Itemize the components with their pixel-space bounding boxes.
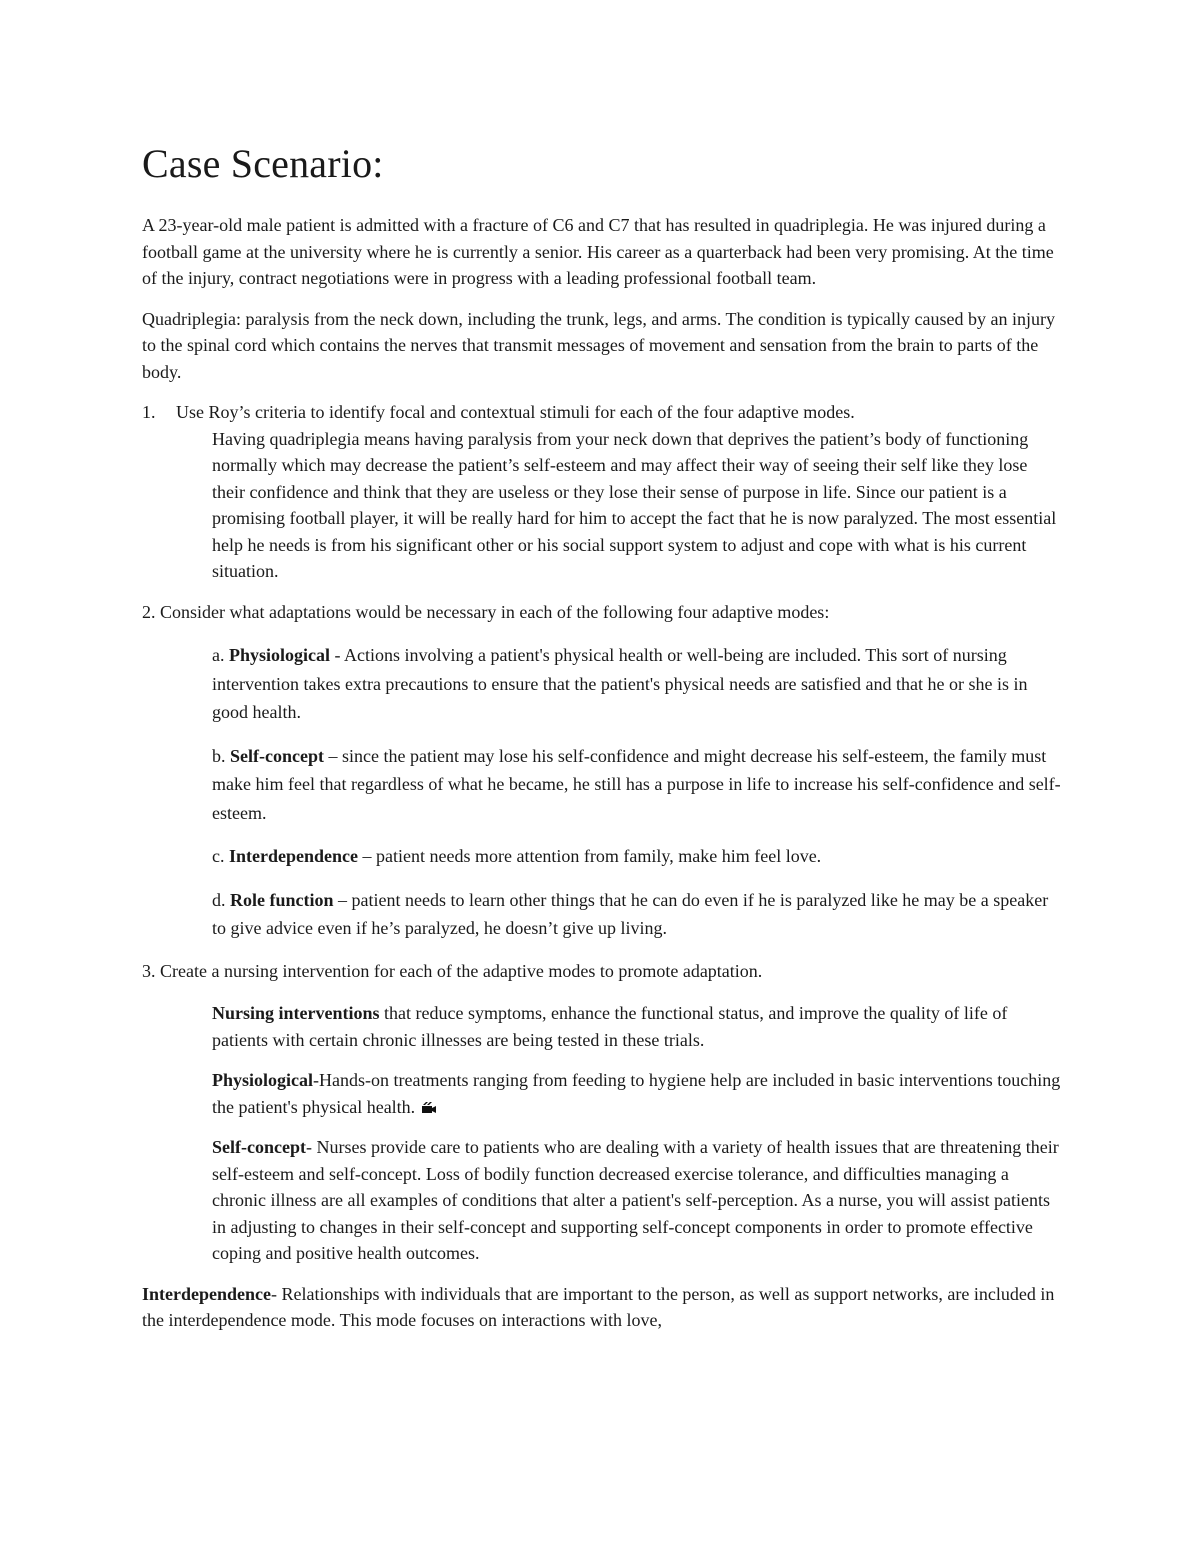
question-3-text: 3. Create a nursing intervention for each of the adaptive modes to promote adaptation. xyxy=(142,960,763,981)
question-1-text: Use Roy’s criteria to identify focal and contextual stimuli for each of the four adaptive modes. xyxy=(176,402,855,422)
camera-icon xyxy=(421,1102,437,1114)
question-1-number: 1. xyxy=(142,402,156,422)
page-title: Case Scenario: xyxy=(142,141,384,186)
question-1-answer: Having quadriplegia means having paralysis from your neck down that deprives the patient’s body of functioning normally which may decrease the patient’s self-esteem and may affect their way of seeing their self like they lose their confidence and think that they are useless or they lose their sense of purpose in life. Since our patient is a promising football player, it will be really hard for him to accept the fact that he is now paralyzed. The most essential help he needs is from his significant other or his social support system to adjust and cope with what is his current situation. xyxy=(212,428,1057,581)
q3-physiological: Physiological-Hands-on treatments ranging from feeding to hygiene help are included in basic interventions touching the patient's physical health. xyxy=(212,1070,1061,1117)
q2-item-self-concept: b. Self-concept – since the patient may lose his self-confidence and might decrease his self-esteem, the family must make him feel that regardless of what he became, he still has a purpose in life to increase his self-confidence and self-esteem. xyxy=(212,745,1061,823)
q3-interdependence: Interdependence- Relationships with individuals that are important to the person, as well as support networks, are included in the interdependence mode. This mode focuses on interactions with love, xyxy=(142,1283,1055,1330)
q3-term: Self-concept xyxy=(212,1137,306,1157)
question-1 xyxy=(142,399,1062,585)
document-page xyxy=(142,140,1062,1348)
q2-item-physiological: a. Physiological - Actions involving a patient's physical health or well-being are included. This sort of nursing intervention takes extra precautions to ensure that the patient's physical needs are satisfied and that he or she is in good health. xyxy=(212,645,1028,722)
q2-term: Interdependence xyxy=(229,846,358,866)
q3-term: Nursing interventions xyxy=(212,1003,380,1023)
question-2-text: 2. Consider what adaptations would be necessary in each of the following four adaptive modes: xyxy=(142,601,830,622)
intro-paragraph: A 23-year-old male patient is admitted with a fracture of C6 and C7 that has resulted in quadriplegia. He was injured during a football game at the university where he is currently a senior. His career as a quarterback had been very promising. At the time of the injury, contract negotiations were in progress with a leading professional football team. xyxy=(142,215,1054,288)
q3-term: Physiological xyxy=(212,1070,314,1090)
q2-item-interdependence: c. Interdependence – patient needs more attention from family, make him feel love. xyxy=(212,846,822,866)
q3-term: Interdependence xyxy=(142,1283,271,1304)
q2-term: Role function xyxy=(230,889,334,910)
definition-paragraph: Quadriplegia: paralysis from the neck down, including the trunk, legs, and arms. The condition is typically caused by an injury to the spinal cord which contains the nerves that transmit messages of movement and sensation from the brain to parts of the body. xyxy=(142,308,1055,382)
q3-nursing-interventions: Nursing interventions that reduce symptoms, enhance the functional status, and improve the quality of life of patients with certain chronic illnesses are being tested in these trials. xyxy=(212,1003,1008,1050)
q3-self-concept: Self-concept- Nurses provide care to patients who are dealing with a variety of health issues that are threatening their self-esteem and self-concept. Loss of bodily function decreased exercise tolerance, and difficulties managing a chronic illness are all examples of conditions that alter a patient's self-perception. As a nurse, you will assist patients in adjusting to changes in their self-concept and supporting self-concept components in order to promote effective coping and positive health outcomes. xyxy=(212,1137,1059,1263)
q2-term: Physiological xyxy=(229,645,331,665)
q2-term: Self-concept xyxy=(230,745,324,766)
q2-item-role-function: d. Role function – patient needs to learn other things that he can do even if he is paralyzed like he may be a speaker to give advice even if he’s paralyzed, he doesn’t give up living. xyxy=(212,889,1049,938)
